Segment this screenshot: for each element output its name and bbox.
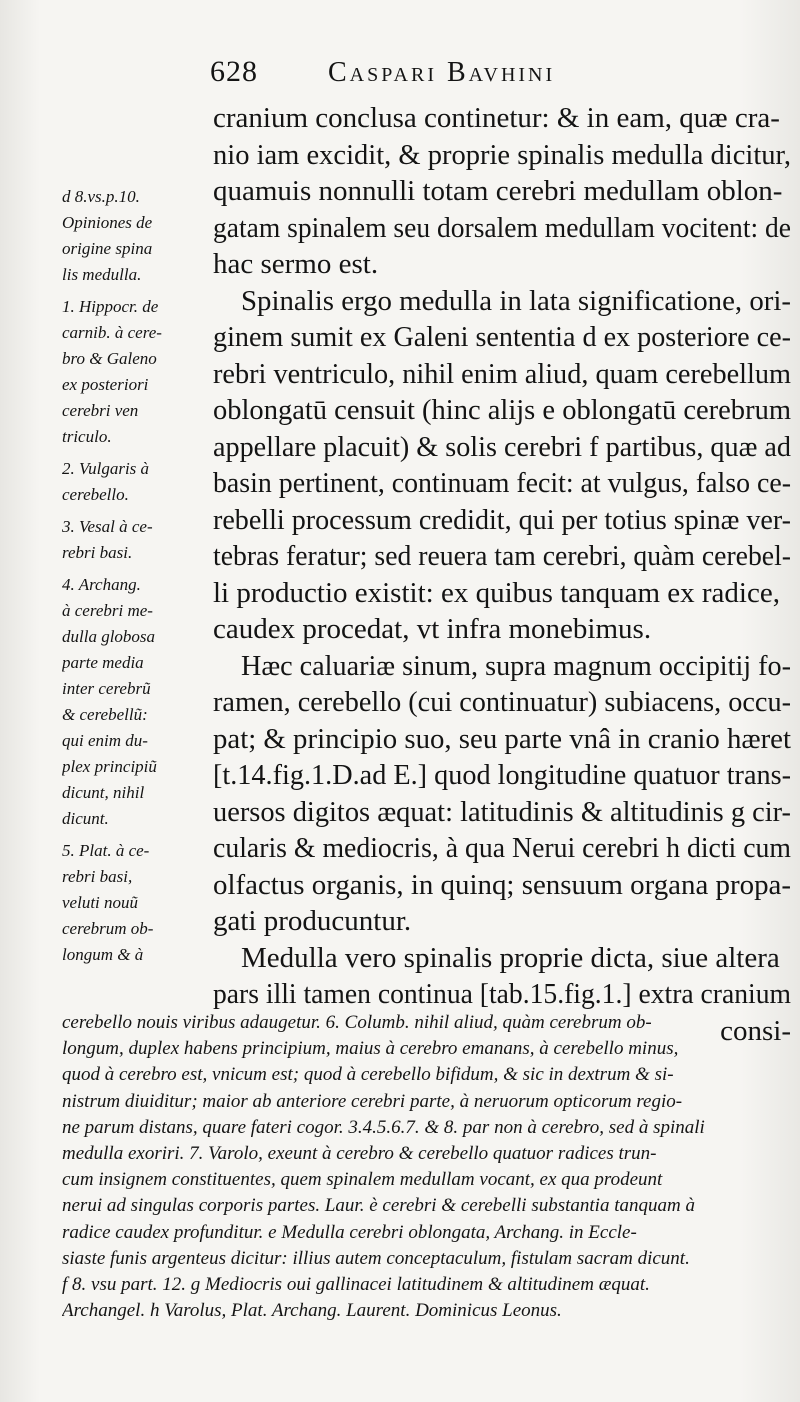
main-text-line: uersos digitos æquat: latitudinis & altitudinis g cir- bbox=[213, 795, 791, 828]
footnote-line: medulla exoriri. 7. Varolo, exeunt à cerebro & cerebello quatuor radices trun- bbox=[62, 1142, 657, 1164]
side-note-line: plex principiũ bbox=[62, 757, 157, 776]
footnote-line: ne parum distans, quare fateri cogor. 3.4.5.6.7. & 8. par non à cerebro, sed à spinali bbox=[62, 1116, 705, 1138]
footnotes bbox=[62, 1010, 794, 1324]
main-text-line: ginem sumit ex Galeni sententia d ex posteriore ce- bbox=[213, 321, 791, 353]
main-text-line: [t.14.fig.1.D.ad E.] quod longitudine quatuor trans- bbox=[213, 759, 791, 791]
page-number: 628 bbox=[210, 55, 258, 88]
side-note-line: bro & Galeno bbox=[62, 349, 157, 368]
main-text-line: appellare placuit) & solis cerebri f partibus, quæ ad bbox=[213, 430, 791, 463]
main-text-line: ramen, cerebello (cui continuatur) subiacens, occu- bbox=[213, 686, 791, 718]
main-text-line: hac sermo est. bbox=[213, 248, 379, 280]
footnote-line: nerui ad singulas corporis partes. Laur. è cerebri & cerebelli substantia tanquam à bbox=[62, 1195, 695, 1217]
side-note-line: rebri basi, bbox=[62, 867, 133, 886]
side-note-line: 2. Vulgaris à bbox=[62, 459, 150, 478]
side-note-line: à cerebri me- bbox=[62, 601, 153, 620]
main-text-line: basin pertinent, continuam fecit: at vulgus, falso ce- bbox=[213, 467, 791, 499]
footnote-line: quod à cerebro est, vnicum est; quod à cerebello bifidum, & sic in dextrum & si- bbox=[62, 1064, 674, 1086]
side-note-line: qui enim du- bbox=[62, 731, 148, 750]
side-note-line: cerebrum ob- bbox=[62, 919, 154, 938]
side-note-line: dicunt, nihil bbox=[62, 783, 145, 802]
side-note-line: cerebri ven bbox=[62, 401, 139, 420]
footnote-line: f 8. vsu part. 12. g Mediocris oui gallinacei latitudinem & altitudinem æquat. bbox=[62, 1273, 650, 1295]
main-text-line: consi- bbox=[720, 1014, 791, 1047]
main-text-line: olfactus organis, in quinq; sensuum organa propa- bbox=[213, 868, 791, 901]
main-text-line: oblongatū censuit (hinc alijs e oblongatū cerebrum bbox=[213, 394, 791, 426]
footnote-line: cerebello nouis viribus adaugetur. 6. Columb. nihil aliud, quàm cerebrum ob- bbox=[62, 1012, 652, 1033]
footnote-line: longum, duplex habens principium, maius à cerebro emanans, à cerebello minus, bbox=[62, 1038, 679, 1060]
footnote-line: radice caudex profunditur. e Medulla cerebri oblongata, Archang. in Eccle- bbox=[62, 1221, 637, 1243]
side-note-line: carnib. à cere- bbox=[62, 323, 162, 342]
side-note-line: rebri basi. bbox=[62, 543, 133, 562]
main-text-column bbox=[213, 100, 791, 1049]
footnote-line: siaste funis argenteus dicitur: illius autem conceptaculum, fistulam sacram dicunt. bbox=[62, 1247, 690, 1269]
side-note-line: veluti nouũ bbox=[62, 893, 139, 912]
side-note-line: Opiniones de bbox=[62, 213, 153, 232]
side-note-line: 4. Archang. bbox=[62, 575, 141, 594]
main-text-line: Hæc caluariæ sinum, supra magnum occipitij fo- bbox=[241, 649, 791, 682]
side-note-line: 5. Plat. à ce- bbox=[62, 841, 150, 860]
main-text-line: caudex procedat, vt infra monebimus. bbox=[213, 613, 652, 645]
side-note-line: ex posteriori bbox=[62, 375, 149, 394]
side-note-line: dicunt. bbox=[62, 809, 109, 828]
side-note-line: triculo. bbox=[62, 427, 112, 446]
main-text-line: tebras feratur; sed reuera tam cerebri, quàm cerebel- bbox=[213, 540, 791, 572]
marginal-notes bbox=[62, 184, 212, 968]
running-title: Caspari Bavhini bbox=[328, 57, 556, 88]
side-note-line: 3. Vesal à ce- bbox=[62, 517, 153, 536]
main-text-line: Medulla vero spinalis proprie dicta, siue altera bbox=[241, 941, 780, 974]
page-header bbox=[210, 55, 790, 99]
main-text-line: cranium conclusa continetur: & in eam, quæ cra- bbox=[213, 102, 780, 134]
main-text-line: quamuis nonnulli totam cerebri medullam oblon- bbox=[213, 175, 783, 207]
side-note-line: & cerebellũ: bbox=[62, 705, 148, 724]
main-text-line: li productio existit: ex quibus tanquam ex radice, bbox=[213, 576, 780, 609]
main-text-line: rebri ventriculo, nihil enim aliud, quam cerebellum bbox=[213, 357, 791, 390]
side-note-line: d 8.vs.p.10. bbox=[62, 187, 140, 206]
footnote-line: nistrum diuiditur; maior ab anteriore cerebri parte, à neruorum opticorum regio- bbox=[62, 1090, 683, 1112]
main-text-line: pars illi tamen continua [tab.15.fig.1.] extra cranium bbox=[213, 978, 791, 1010]
main-text-line: pat; & principio suo, seu parte vnâ in cranio hæret bbox=[213, 722, 791, 755]
main-text-line: cularis & mediocris, à qua Nerui cerebri h dicti cum bbox=[213, 832, 791, 864]
footnote-line: cum insignem constituentes, quem spinalem medullam vocant, ex qua prodeunt bbox=[62, 1169, 663, 1191]
side-note-line: dulla globosa bbox=[62, 627, 156, 646]
main-text-line: gati producuntur. bbox=[213, 905, 412, 937]
side-note-line: lis medulla. bbox=[62, 265, 142, 284]
main-text-line: gatam spinalem seu dorsalem medullam vocitent: de bbox=[213, 211, 791, 244]
main-text-line: Spinalis ergo medulla in lata significatione, ori- bbox=[241, 284, 791, 317]
side-note-line: origine spina bbox=[62, 239, 153, 258]
side-note-line: longum & à bbox=[62, 945, 144, 964]
side-note-line: inter cerebrũ bbox=[62, 679, 151, 698]
side-note-line: cerebello. bbox=[62, 485, 129, 504]
side-note-line: parte media bbox=[62, 653, 144, 672]
main-text-line: rebelli processum credidit, qui per totius spinæ ver- bbox=[213, 503, 791, 536]
footnote-line: Archangel. h Varolus, Plat. Archang. Laurent. Dominicus Leonus. bbox=[62, 1300, 562, 1322]
side-note-line: 1. Hippocr. de bbox=[62, 297, 159, 316]
main-text-line: nio iam excidit, & proprie spinalis medulla dicitur, bbox=[213, 138, 791, 171]
